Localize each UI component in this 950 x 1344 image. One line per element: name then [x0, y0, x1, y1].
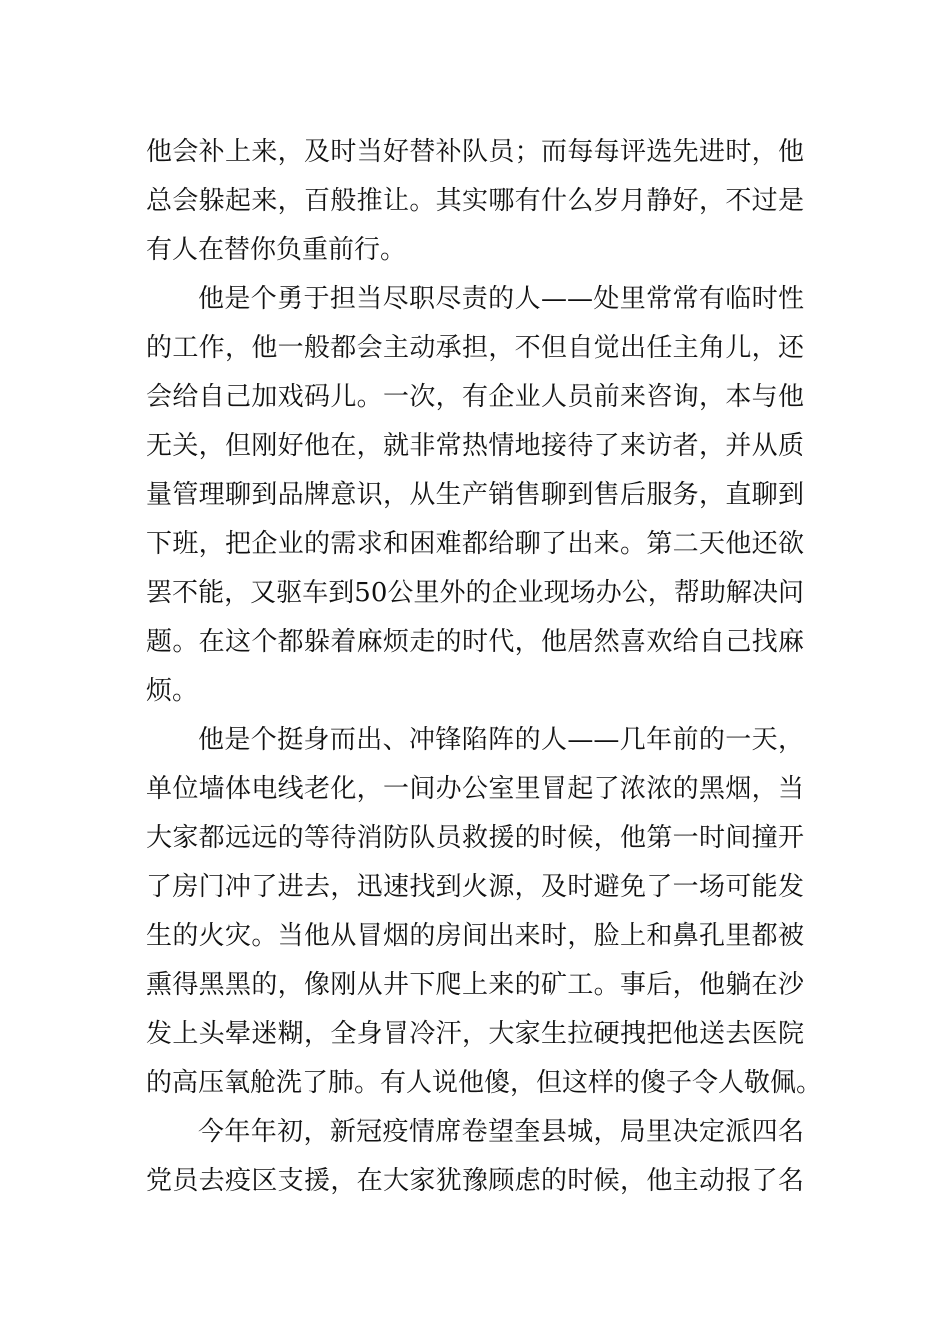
text-line: 下班，把企业的需求和困难都给聊了出来。第二天他还欲: [146, 529, 804, 559]
text-line: 了房门冲了进去，迅速找到火源，及时避免了一场可能发: [146, 872, 804, 902]
paragraph-first-line: 他是个挺身而出、冲锋陷阵的人——几年前的一天，: [198, 725, 804, 755]
text-line: 会给自己加戏码儿。一次，有企业人员前来咨询，本与他: [146, 382, 804, 412]
text-line: 熏得黑黑的，像刚从井下爬上来的矿工。事后，他躺在沙: [146, 970, 804, 1000]
text-line: 大家都远远的等待消防队员救援的时候，他第一时间撞开: [146, 823, 804, 853]
paragraph-first-line: 今年年初，新冠疫情席卷望奎县城，局里决定派四名: [198, 1117, 804, 1147]
text-line: 量管理聊到品牌意识，从生产销售聊到售后服务，直聊到: [146, 480, 804, 510]
text-line: 他会补上来，及时当好替补队员；而每每评选先进时，他: [146, 137, 804, 167]
paragraph-first-line: 他是个勇于担当尽职尽责的人——处里常常有临时性: [198, 284, 804, 314]
text-line: 的高压氧舱洗了肺。有人说他傻，但这样的傻子令人敬佩。: [146, 1068, 823, 1098]
text-line: 生的火灾。当他从冒烟的房间出来时，脸上和鼻孔里都被: [146, 921, 804, 951]
text-line: 发上头晕迷糊，全身冒冷汗，大家生拉硬拽把他送去医院: [146, 1019, 804, 1049]
text-line: 有人在替你负重前行。: [146, 235, 407, 265]
text-line: 无关，但刚好他在，就非常热情地接待了来访者，并从质: [146, 431, 804, 461]
text-line: 总会躲起来，百般推让。其实哪有什么岁月静好，不过是: [146, 186, 804, 216]
text-line: 题。在这个都躲着麻烦走的时代，他居然喜欢给自己找麻: [146, 627, 804, 657]
text-line: 的工作，他一般都会主动承担，不但自觉出任主角儿，还: [146, 333, 804, 363]
text-line: 罢不能，又驱车到50公里外的企业现场办公，帮助解决问: [146, 578, 804, 608]
text-line: 党员去疫区支援，在大家犹豫顾虑的时候，他主动报了名: [146, 1166, 804, 1196]
text-line: 单位墙体电线老化，一间办公室里冒起了浓浓的黑烟，当: [146, 774, 804, 804]
text-line: 烦。: [146, 676, 199, 706]
